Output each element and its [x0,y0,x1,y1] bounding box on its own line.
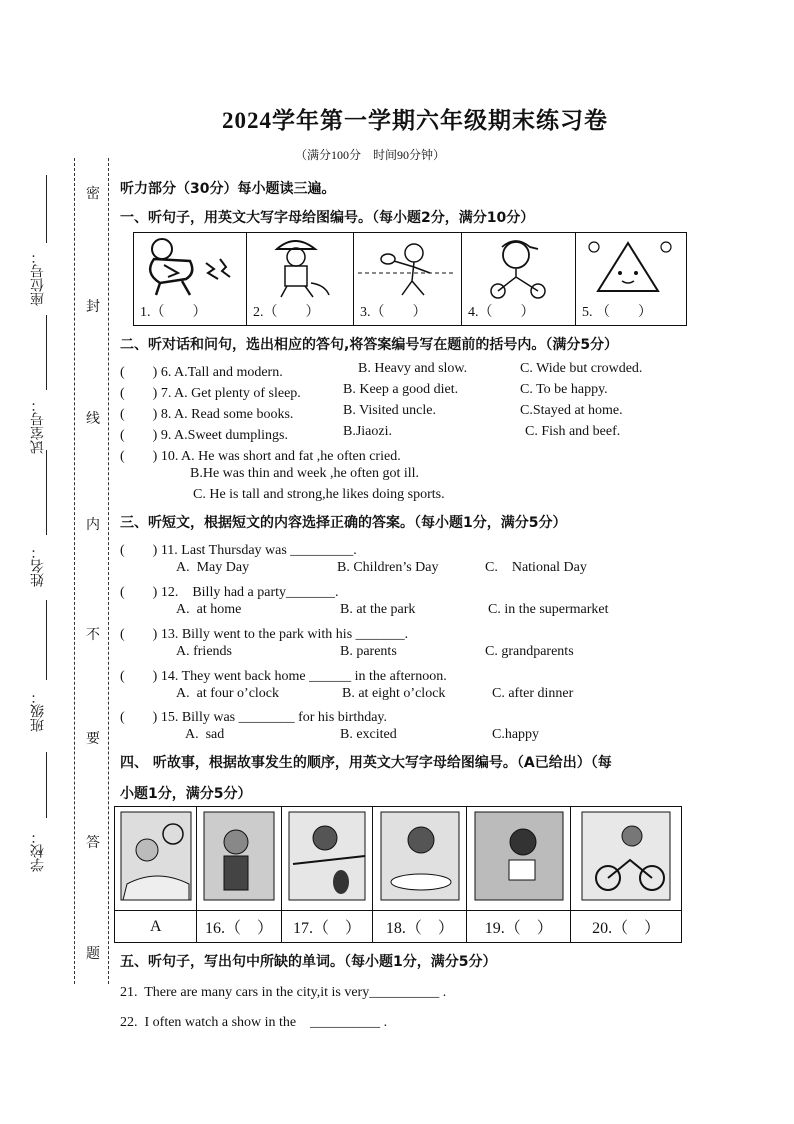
part1-picture-3 [354,233,462,325]
q6-option-b: B. Heavy and slow. [358,361,468,376]
q7-stem: ( ) 7. A. Get plenty of sleep. [120,386,301,401]
q8-option-b: B. Visited uncle. [343,403,437,418]
q13-option-a: A. friends [176,644,232,659]
q14-option-a: A. at four o’clock [176,686,280,701]
story-picture-19 [467,807,571,911]
part1-item-1[interactable]: 1.（ ） [140,305,207,320]
q15-option-a: A. sad [185,727,225,742]
seal-char-ti: 题 [86,946,100,962]
part1-picture-2 [247,233,354,325]
part1-picture-1 [134,233,247,325]
q11-option-a: A. May Day [176,560,250,575]
cut-line-outer [74,158,75,984]
q12-option-c: C. in the supermarket [488,602,609,617]
boy-on-bike-icon [462,233,572,303]
q12-option-b: B. at the park [340,602,416,617]
story-picture-20 [571,807,682,911]
q14-option-b: B. at eight o’clock [342,686,446,701]
seat-blank[interactable] [46,175,47,243]
q9-option-c: C. Fish and beef. [525,424,621,439]
part1-picture-row [133,232,687,326]
q7-option-b: B. Keep a good diet. [343,382,459,397]
seal-char-yao: 要 [86,731,100,747]
part1-item-5[interactable]: 5. （ ） [582,305,652,320]
q6-stem: ( ) 6. A.Tall and modern. [120,365,283,380]
story-picture-16 [197,807,281,911]
page-subtitle: （满分100分 时间90分钟） [294,148,445,162]
story-picture-18 [373,807,467,911]
girl-eating-icon [377,808,463,904]
sick-person-icon [134,233,244,303]
class-blank[interactable] [46,600,47,680]
girl-reading-icon [471,808,567,904]
q13-option-c: C. grandparents [485,644,574,659]
part1-picture-4 [462,233,576,325]
part1-item-2[interactable]: 2.（ ） [253,305,320,320]
seal-char-da: 答 [86,835,100,851]
girl-brushing-teeth-icon [200,808,278,904]
story-answer-16[interactable]: 16.（ ） [197,911,281,943]
school-blank[interactable] [46,752,47,818]
part1-heading: 一、听句子，用英文大写字母给图编号。（每小题2分，满分10分） [120,210,535,226]
story-picture-a [115,807,197,911]
q11-option-c: C. National Day [485,560,587,575]
q6-option-c: C. Wide but crowded. [520,361,643,376]
part5-heading: 五、听句子，写出句中所缺的单词。（每小题1分，满分5分） [120,954,497,970]
page-title: 2024学年第一学期六年级期末练习卷 [222,108,608,133]
q15-option-b: B. excited [340,727,397,742]
story-picture-17 [281,807,373,911]
name-label: 姓名： [30,545,46,587]
story-answer-18[interactable]: 18.（ ） [373,911,467,943]
girl-looking-at-penguin-icon [285,808,369,904]
q14-stem: ( ) 14. They went back home ______ in the afternoon. [120,669,447,684]
name-blank[interactable] [46,450,47,535]
q12-stem: ( ) 12. Billy had a party_______. [120,585,339,600]
q15-option-c: C.happy [492,727,540,742]
q10-option-b: B.He was thin and week ,he often got ill. [190,466,420,481]
q9-stem: ( ) 9. A.Sweet dumplings. [120,428,288,443]
story-answer-17[interactable]: 17.（ ） [281,911,373,943]
girl-waking-up-icon [117,808,195,904]
listening-intro: 听力部分（30分）每小题读三遍。 [120,181,336,197]
room-blank[interactable] [46,315,47,390]
story-answer-19[interactable]: 19.（ ） [467,911,571,943]
q7-option-c: C. To be happy. [520,382,608,397]
badminton-player-icon [354,233,459,303]
q22-sentence: 22. I often watch a show in the __________ . [120,1015,388,1030]
farmer-with-hat-icon [247,233,351,303]
q10-option-c: C. He is tall and strong,he likes doing sports. [193,487,445,502]
part1-picture-5 [576,233,686,325]
part4-heading-line2: 小题1分，满分5分） [120,786,252,802]
part4-picture-table [114,806,682,943]
q8-option-c: C.Stayed at home. [520,403,623,418]
class-label: 班级： [30,690,46,732]
q11-stem: ( ) 11. Last Thursday was _________. [120,543,357,558]
q12-option-a: A. at home [176,602,242,617]
school-label: 学校： [30,830,46,872]
seal-char-bu: 不 [86,627,100,643]
q21-sentence: 21. There are many cars in the city,it is very__________ . [120,985,447,1000]
seat-label: 座位号： [30,250,46,306]
seal-char-xian: 线 [86,411,100,427]
q9-option-b: B.Jiaozi. [343,424,392,439]
room-label: 试室号： [30,398,46,454]
story-answer-20[interactable]: 20.（ ） [571,911,682,943]
q11-option-b: B. Children’s Day [337,560,439,575]
cut-line-inner [108,158,109,984]
q13-stem: ( ) 13. Billy went to the park with his _______. [120,627,409,642]
q14-option-c: C. after dinner [492,686,574,701]
seal-char-mi: 密 [86,186,100,202]
zongzi-icon [576,233,682,303]
q10-stem: ( ) 10. A. He was short and fat ,he often cried. [120,449,401,464]
part1-item-3[interactable]: 3.（ ） [360,305,427,320]
girl-riding-bike-icon [578,808,674,904]
part2-heading: 二、听对话和问句，选出相应的答句,将答案编号写在题前的括号内。（满分5分） [120,337,619,353]
q8-stem: ( ) 8. A. Read some books. [120,407,294,422]
part1-item-4[interactable]: 4.（ ） [468,305,535,320]
part4-heading-line1: 四、 听故事，根据故事发生的顺序，用英文大写字母给图编号。（A已给出）（每 [120,755,612,771]
part3-heading: 三、听短文，根据短文的内容选择正确的答案。（每小题1分，满分5分） [120,515,567,531]
story-label-a: A [115,911,197,943]
seal-char-feng: 封 [86,299,100,315]
seal-char-nei: 内 [86,517,100,533]
q13-option-b: B. parents [340,644,397,659]
q15-stem: ( ) 15. Billy was ________ for his birthday. [120,710,388,725]
